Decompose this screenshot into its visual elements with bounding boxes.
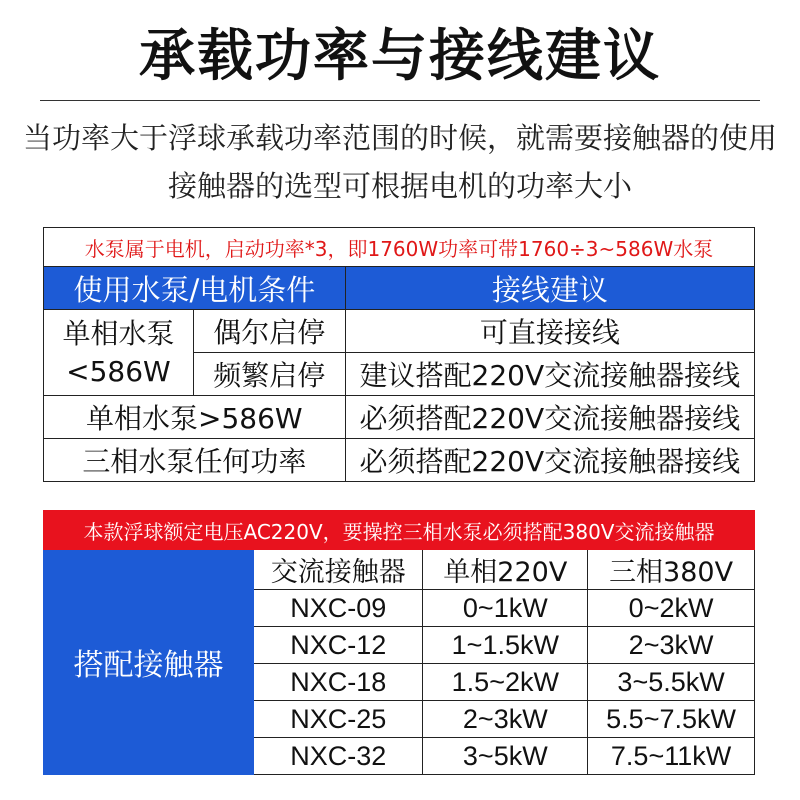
advice-cell: 可直接接线: [345, 310, 754, 353]
three-phase-cell: 3~5.5kW: [588, 664, 755, 701]
model-cell: NXC-18: [254, 664, 423, 701]
model-cell: NXC-32: [254, 738, 423, 775]
title-divider: [40, 100, 760, 101]
single-phase-cell: 1~1.5kW: [423, 627, 588, 664]
three-phase-cell: 2~3kW: [588, 627, 755, 664]
column-header: 单相220V: [423, 550, 588, 590]
model-cell: NXC-09: [254, 590, 423, 627]
column-header: 交流接触器: [254, 550, 423, 590]
single-phase-cell: 2~3kW: [423, 701, 588, 738]
single-phase-cell: 0~1kW: [423, 590, 588, 627]
wiring-advice-table: [43, 227, 755, 482]
column-header: 三相380V: [588, 550, 755, 590]
page-title: 承载功率与接线建议: [139, 24, 661, 89]
single-phase-cell: 1.5~2kW: [423, 664, 588, 701]
group-label-single-phase-small: 单相水泵 <586W: [44, 310, 194, 396]
side-label: 搭配接触器: [44, 550, 254, 775]
intro-line-1: 当功率大于浮球承载功率范围的时候，就需要接触器的使用: [22, 121, 777, 155]
model-cell: NXC-25: [254, 701, 423, 738]
advice-cell: 必须搭配220V交流接触器接线: [345, 396, 754, 439]
header-condition: 使用水泵/电机条件: [44, 267, 346, 310]
model-cell: NXC-12: [254, 627, 423, 664]
header-advice: 接线建议: [345, 267, 754, 310]
single-phase-cell: 3~5kW: [423, 738, 588, 775]
intro-line-2: 接触器的选型可根据电机的功率大小: [167, 169, 632, 203]
advice-cell: 建议搭配220V交流接触器接线: [345, 353, 754, 396]
table1-note: 水泵属于电机，启动功率*3，即1760W功率可带1760÷3~586W水泵: [44, 228, 755, 267]
sub-condition: 频繁启停: [193, 353, 345, 396]
condition-cell: 三相水泵任何功率: [44, 439, 346, 482]
three-phase-cell: 5.5~7.5kW: [588, 701, 755, 738]
three-phase-cell: 7.5~11kW: [588, 738, 755, 775]
table2-note: 本款浮球额定电压AC220V，要操控三相水泵必须搭配380V交流接触器: [44, 511, 755, 550]
contactor-table: [43, 510, 755, 775]
three-phase-cell: 0~2kW: [588, 590, 755, 627]
advice-cell: 必须搭配220V交流接触器接线: [345, 439, 754, 482]
sub-condition: 偶尔启停: [193, 310, 345, 353]
condition-cell: 单相水泵>586W: [44, 396, 346, 439]
